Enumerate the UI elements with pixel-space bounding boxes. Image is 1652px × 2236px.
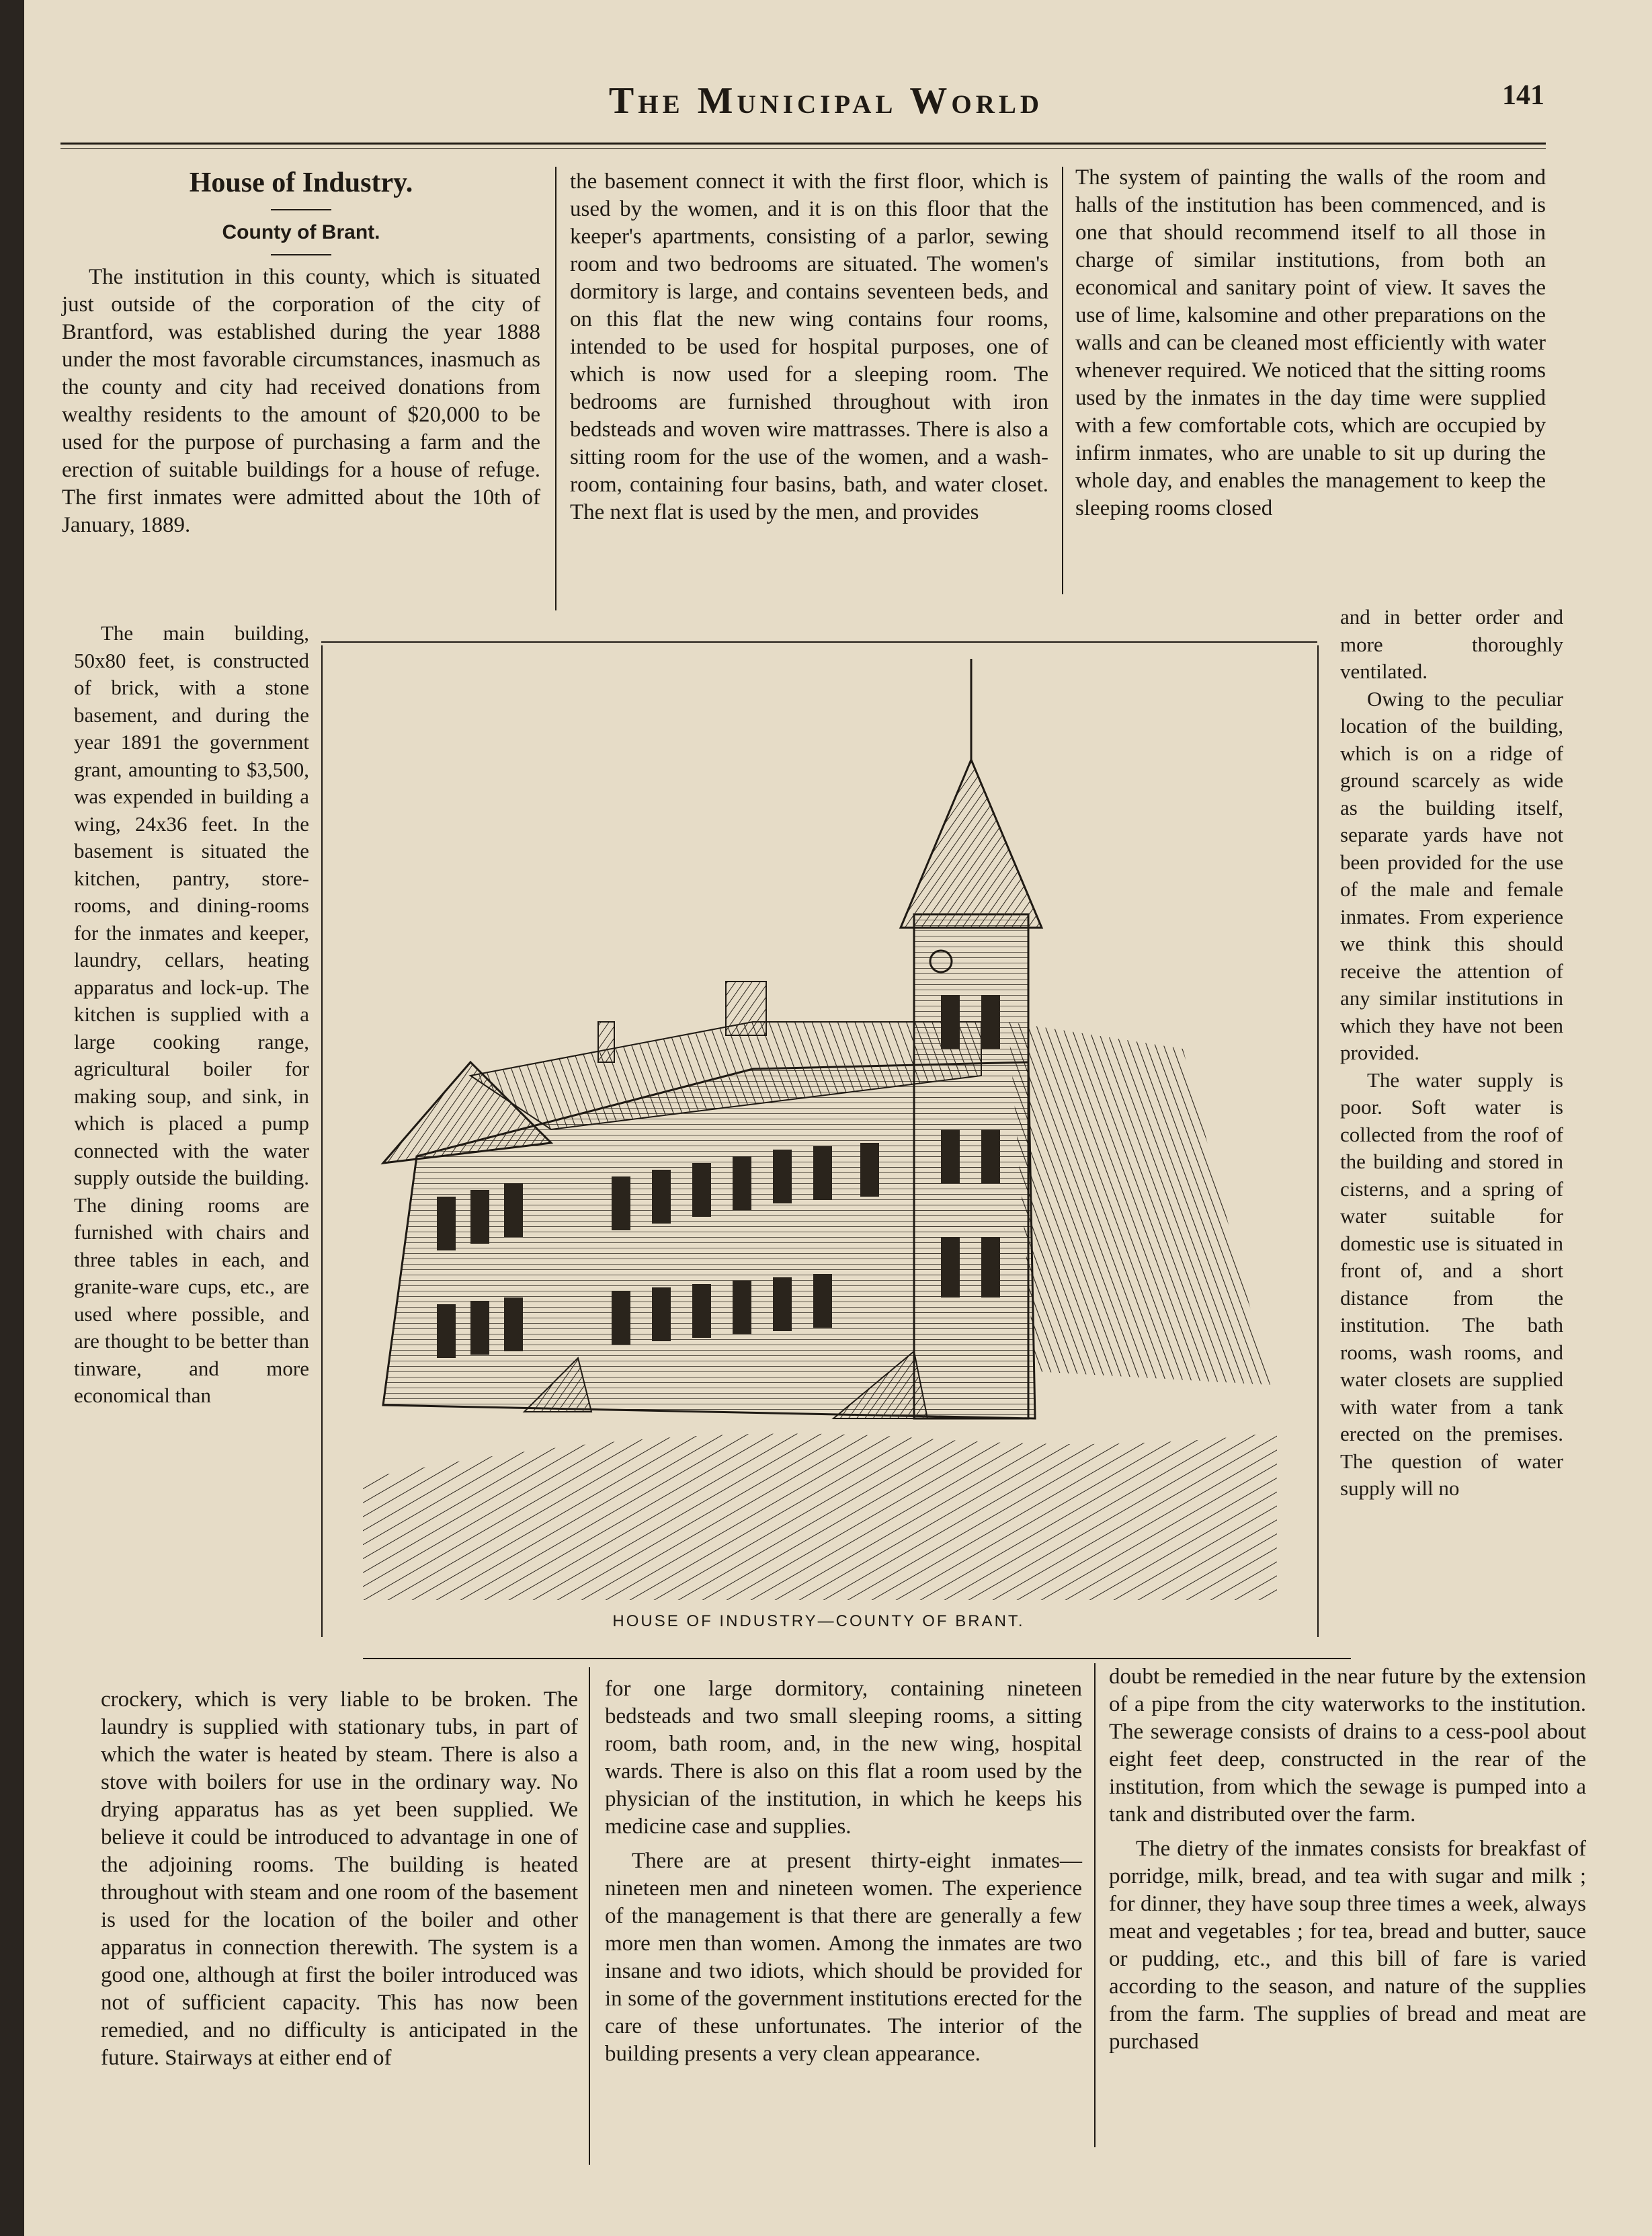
column-divider [1062,167,1063,594]
page-number: 141 [1502,80,1544,111]
illustration-top-rule [321,641,1317,643]
paragraph: and in better order and more thoroughly ventilated. [1340,605,1563,683]
column-divider [555,167,556,610]
column-divider [589,1667,590,2165]
column-3-bottom [1109,1663,1586,2056]
illustration-bottom-rule [363,1658,1351,1659]
paragraph: doubt be remedied in the near future by the extension of a pipe from the city waterworks to the institution. The sewerage consists of drains to a cess-pool about eight feet deep, constructed in the rear of the institution, from which the sewage is pumped into a tank and distributed over the farm. [1109,1665,1586,1827]
paragraph: Owing to the peculiar location of the building, which is on a ridge of ground scarcely as wide as the building itself, separate yards have not been provided for the use of the male and female inmates. From experience we think this should receive the attention of any similar institutions in which they have not been provided. [1340,686,1563,1064]
column-3-narrow [1340,604,1563,1503]
column-divider [1094,1663,1096,2147]
paragraph: crockery, which is very liable to be broken. The laundry is supplied with stationary tubs, in part of which the water is heated by steam. There is also a stove with boilers for use in the ordinary way. No drying apparatus has as yet been supplied. We believe it could be introduced to advantage in one of the adjoining rooms. The building is heated throughout with steam and one room of the basement is used for the location of the boiler and other apparatus in connection therewith. The system is a good one, although at first the boiler introduced was not of sufficient capacity. This has now been remedied, and no difficulty is anticipated in the future. Stairways at either end of [101,1687,578,2070]
building-illustration [321,645,1319,1637]
column-2-bottom [605,1675,1082,2068]
paragraph: The institution in this county, which is situated just outside of the corporation of the city of Brantford, was established during the year 1888 under the most favorable circumstances, inasmuch as the county and city had received donations from wealthy residents to the amount of $20,000 to be used for the purpose of purchasing a farm and the erection of suitable buildings for a house of refuge. The first inmates were admitted about the 10th of January, 1889. [62,265,540,537]
paragraph: The system of painting the walls of the room and halls of the institution has been commenced, and is one that should recommend itself to all those in charge of similar institutions, from both an economical and sanitary point of view. It saves the use of lime, kalsomine and other preparations on the walls and can be cleaned most efficiently with water whenever required. We noticed that the sitting rooms used by the inmates in the day time were supplied with a few comfortable cots, which are occupied by infirm inmates, who are unable to sit up during the whole day, and enables the management to keep the sleeping rooms closed [1075,165,1546,520]
paragraph: the basement connect it with the first floor, which is used by the women, and it is on this floor that the keeper's apartments, consisting of a parlor, sewing room and two bedrooms are situated. The women's dormitory is large, and contains seventeen beds, and on this flat the new wing contains four rooms, intended to be used for hospital purposes, one of which is now used for a sleeping room. The bedrooms are furnished throughout with iron bedsteads and woven wire mattrasses. There is also a sitting room for the use of the women, and a wash-room, containing four basins, bath, and water closet. The next flat is used by the men, and provides [570,169,1048,524]
house-of-industry-engraving [323,645,1317,1637]
masthead-title: The Municipal World [608,80,1044,122]
column-3-top [1075,164,1546,522]
subtitle-rule [271,254,331,255]
paragraph: for one large dormitory, containing nineteen bedsteads and two small sleeping rooms, a sitting room, bath room, and, in the new wing, hospital wards. There is also on this flat a room used by the physician of the institution, in which he keeps his medicine case and supplies. [605,1677,1082,1839]
scan-edge [0,0,24,2236]
column-1-bottom [101,1686,578,2072]
illustration-caption: HOUSE OF INDUSTRY—COUNTY OF BRANT. [612,1612,1025,1630]
paragraph: The dietry of the inmates consists for breakfast of porridge, milk, bread, and tea with sugar and milk ; for dinner, they have soup three times a week, always meat and vegetables ; for tea, bread and butter, sauce or pudding, etc., and this bill of fare is varied according to the season, and nature of the supplies from the farm. The supplies of bread and meat are purchased [1109,1837,1586,2054]
column-2-top [570,168,1048,526]
header-rule-thick [60,143,1546,145]
article-title: House of Industry. [189,167,413,198]
header-rule-thin [60,148,1546,149]
title-rule [271,209,331,210]
paragraph: The water supply is poor. Soft water is collected from the roof of the building and stored in cisterns, and a spring of water suitable for domestic use is situated in front of, and a short distance from the institution. The bath rooms, wash rooms, and water closets are supplied with water from a tank erected on the premises. The question of water supply will no [1340,1068,1563,1500]
paragraph: The main building, 50x80 feet, is constructed of brick, with a stone basement, and during the year 1891 the government grant, amounting to $3,500, was expended in building a wing, 24x36 feet. In the basement is situated the kitchen, pantry, store-rooms, and dining-rooms for the inmates and keeper, laundry, cellars, heating apparatus and lock-up. The kitchen is supplied with a large cooking range, agricultural boiler for making soup, and sink, in which is placed a pump connected with the water supply outside the building. The dining rooms are furnished with chairs and three tables in each, and granite-ware cups, etc., are used where possible, and are thought to be better than tinware, and more economical than [74,621,309,1407]
paragraph: There are at present thirty-eight inmates—nineteen men and nineteen women. The experience of the management is that there are generally a few more men than women. Among the inmates are two insane and two idiots, which should be provided for in some of the government institutions erected for the care of these unfortunates. The interior of the building presents a very clean appearance. [605,1849,1082,2066]
column-1-top [62,169,540,539]
article-subtitle: County of Brant. [222,221,380,243]
column-1-narrow [74,620,309,1410]
